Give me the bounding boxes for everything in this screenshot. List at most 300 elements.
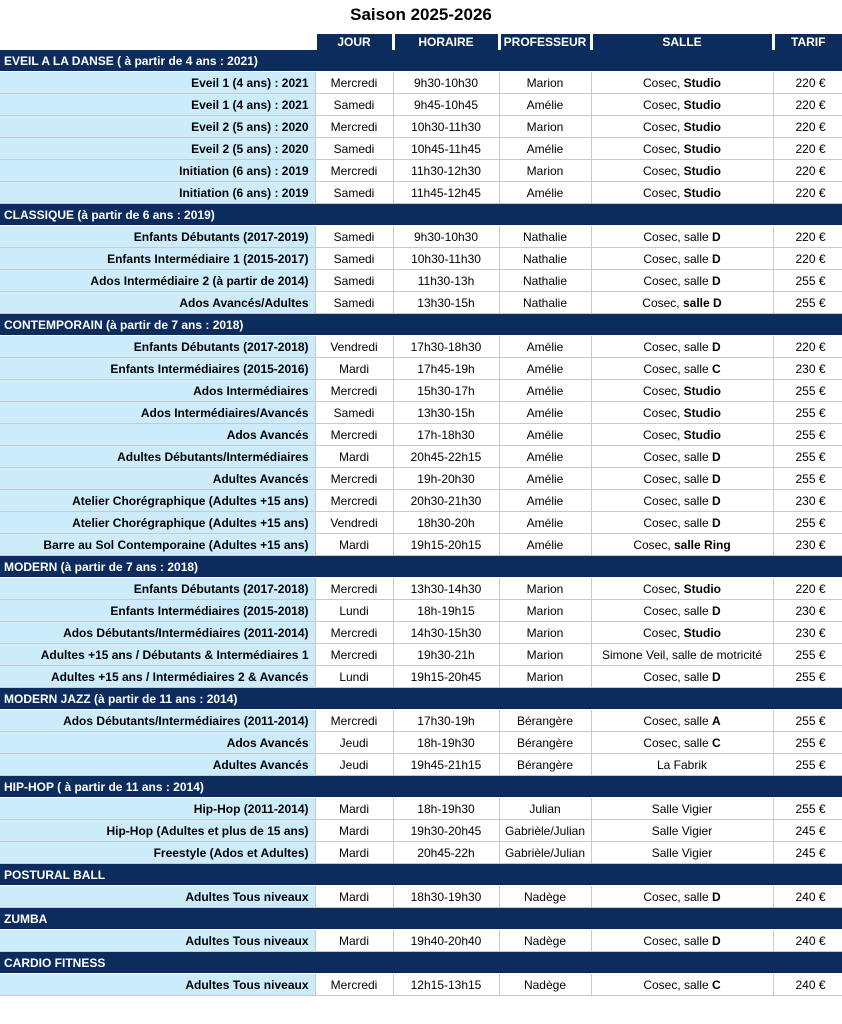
room-cell [591, 490, 773, 512]
course-name: Ados Avancés [0, 424, 315, 446]
teacher-cell: Gabrièle/Julian [499, 842, 591, 864]
price-cell: 255 € [773, 468, 842, 490]
course-name: Ados Avancés [0, 732, 315, 754]
table-row [0, 336, 842, 358]
room-cell [591, 820, 773, 842]
time-cell: 20h45-22h [393, 842, 499, 864]
price-cell: 255 € [773, 644, 842, 666]
section-title: HIP-HOP ( à partir de 11 ans : 2014) [0, 776, 842, 798]
price-cell: 255 € [773, 446, 842, 468]
room-cell [591, 248, 773, 270]
teacher-cell: Amélie [499, 358, 591, 380]
table-row [0, 512, 842, 534]
course-name: Enfants Débutants (2017-2019) [0, 226, 315, 248]
price-cell: 255 € [773, 424, 842, 446]
day-cell: Mardi [315, 842, 393, 864]
teacher-cell: Bérangère [499, 754, 591, 776]
section-title: MODERN JAZZ (à partir de 11 ans : 2014) [0, 688, 842, 710]
room-cell [591, 402, 773, 424]
room-prefix: Cosec, [642, 75, 684, 90]
table-row [0, 468, 842, 490]
room-prefix: Cosec, salle [643, 977, 713, 992]
room-cell [591, 644, 773, 666]
course-name: Enfants Intermédiaires (2015-2018) [0, 600, 315, 622]
teacher-cell: Marion [499, 644, 591, 666]
price-cell: 220 € [773, 182, 842, 204]
price-cell: 230 € [773, 358, 842, 380]
header-horaire: HORAIRE [393, 34, 499, 50]
header-professeur: PROFESSEUR [499, 34, 591, 50]
room-highlight: Studio [683, 383, 721, 398]
room-prefix: Salle Vigier [651, 801, 713, 816]
room-cell [591, 974, 773, 996]
header-salle: SALLE [591, 34, 773, 50]
time-cell: 11h30-12h30 [393, 160, 499, 182]
section-row [0, 314, 842, 336]
course-name: Adultes Tous niveaux [0, 886, 315, 908]
teacher-cell: Amélie [499, 490, 591, 512]
teacher-cell: Amélie [499, 534, 591, 556]
course-name: Adultes Débutants/Intermédiaires [0, 446, 315, 468]
schedule-table [0, 34, 842, 996]
price-cell: 220 € [773, 248, 842, 270]
room-prefix: Cosec, [642, 625, 684, 640]
course-name: Ados Intermédiaire 2 (à partir de 2014) [0, 270, 315, 292]
table-row [0, 380, 842, 402]
time-cell: 11h30-13h [393, 270, 499, 292]
table-row [0, 182, 842, 204]
room-prefix: Cosec, [642, 119, 684, 134]
teacher-cell: Bérangère [499, 710, 591, 732]
day-cell: Samedi [315, 226, 393, 248]
price-cell: 220 € [773, 226, 842, 248]
teacher-cell: Marion [499, 72, 591, 94]
teacher-cell: Amélie [499, 468, 591, 490]
room-cell [591, 798, 773, 820]
room-prefix: Cosec, salle [643, 251, 713, 266]
room-cell [591, 600, 773, 622]
room-prefix: Cosec, [642, 427, 684, 442]
room-cell [591, 424, 773, 446]
table-row [0, 600, 842, 622]
room-cell [591, 270, 773, 292]
room-prefix: Cosec, salle [643, 933, 713, 948]
teacher-cell: Amélie [499, 512, 591, 534]
day-cell: Mercredi [315, 622, 393, 644]
room-highlight: Studio [683, 163, 721, 178]
time-cell: 17h-18h30 [393, 424, 499, 446]
room-cell [591, 446, 773, 468]
day-cell: Vendredi [315, 336, 393, 358]
day-cell: Mardi [315, 820, 393, 842]
table-row [0, 138, 842, 160]
teacher-cell: Nadège [499, 974, 591, 996]
price-cell: 240 € [773, 886, 842, 908]
section-row [0, 688, 842, 710]
room-cell [591, 226, 773, 248]
course-name: Initiation (6 ans) : 2019 [0, 160, 315, 182]
course-name: Ados Intermédiaires/Avancés [0, 402, 315, 424]
price-cell: 230 € [773, 622, 842, 644]
room-cell [591, 622, 773, 644]
table-row [0, 578, 842, 600]
course-name: Freestyle (Ados et Adultes) [0, 842, 315, 864]
price-cell: 240 € [773, 974, 842, 996]
teacher-cell: Amélie [499, 424, 591, 446]
course-name: Adultes Tous niveaux [0, 930, 315, 952]
course-name: Ados Débutants/Intermédiaires (2011-2014) [0, 622, 315, 644]
room-prefix: Cosec, salle [643, 515, 713, 530]
time-cell: 19h15-20h45 [393, 666, 499, 688]
room-highlight: D [712, 603, 721, 618]
course-name: Eveil 2 (5 ans) : 2020 [0, 116, 315, 138]
table-row [0, 974, 842, 996]
teacher-cell: Amélie [499, 402, 591, 424]
table-row [0, 72, 842, 94]
room-prefix: Salle Vigier [651, 823, 713, 838]
room-prefix: Simone Veil, salle de motricité [601, 647, 763, 662]
header-row [0, 34, 842, 50]
room-highlight: A [712, 713, 721, 728]
day-cell: Mercredi [315, 72, 393, 94]
course-name: Enfants Intermédiaires (2015-2016) [0, 358, 315, 380]
day-cell: Samedi [315, 270, 393, 292]
price-cell: 230 € [773, 490, 842, 512]
room-cell [591, 380, 773, 402]
teacher-cell: Marion [499, 116, 591, 138]
room-cell [591, 292, 773, 314]
teacher-cell: Nathalie [499, 292, 591, 314]
room-cell [591, 72, 773, 94]
table-row [0, 820, 842, 842]
teacher-cell: Amélie [499, 336, 591, 358]
course-name: Enfants Intermédiaire 1 (2015-2017) [0, 248, 315, 270]
teacher-cell: Nathalie [499, 270, 591, 292]
teacher-cell: Marion [499, 666, 591, 688]
section-title: MODERN (à partir de 7 ans : 2018) [0, 556, 842, 578]
price-cell: 255 € [773, 270, 842, 292]
room-highlight: C [712, 735, 721, 750]
day-cell: Mercredi [315, 160, 393, 182]
day-cell: Mardi [315, 534, 393, 556]
course-name: Hip-Hop (2011-2014) [0, 798, 315, 820]
table-row [0, 94, 842, 116]
room-highlight: D [712, 339, 721, 354]
price-cell: 255 € [773, 402, 842, 424]
time-cell: 13h30-15h [393, 402, 499, 424]
time-cell: 19h45-21h15 [393, 754, 499, 776]
table-row [0, 358, 842, 380]
day-cell: Mercredi [315, 424, 393, 446]
section-row [0, 776, 842, 798]
schedule-body [0, 50, 842, 996]
table-row [0, 710, 842, 732]
time-cell: 9h30-10h30 [393, 226, 499, 248]
teacher-cell: Marion [499, 160, 591, 182]
course-name: Hip-Hop (Adultes et plus de 15 ans) [0, 820, 315, 842]
room-highlight: D [712, 273, 721, 288]
room-highlight: Studio [683, 625, 721, 640]
course-name: Barre au Sol Contemporaine (Adultes +15 ans) [0, 534, 315, 556]
room-prefix: Cosec, [642, 383, 684, 398]
price-cell: 255 € [773, 380, 842, 402]
price-cell: 255 € [773, 512, 842, 534]
room-prefix: Cosec, [642, 185, 684, 200]
room-cell [591, 182, 773, 204]
room-prefix: Cosec, salle [643, 229, 713, 244]
table-row [0, 116, 842, 138]
table-row [0, 622, 842, 644]
room-cell [591, 534, 773, 556]
day-cell: Samedi [315, 292, 393, 314]
room-cell [591, 666, 773, 688]
teacher-cell: Amélie [499, 446, 591, 468]
room-highlight: D [712, 515, 721, 530]
room-highlight: D [712, 471, 721, 486]
day-cell: Mardi [315, 930, 393, 952]
price-cell: 220 € [773, 94, 842, 116]
time-cell: 9h30-10h30 [393, 72, 499, 94]
time-cell: 13h30-15h [393, 292, 499, 314]
table-row [0, 402, 842, 424]
course-name: Eveil 1 (4 ans) : 2021 [0, 72, 315, 94]
price-cell: 220 € [773, 116, 842, 138]
day-cell: Jeudi [315, 732, 393, 754]
room-highlight: D [712, 669, 721, 684]
day-cell: Mercredi [315, 468, 393, 490]
price-cell: 220 € [773, 138, 842, 160]
room-cell [591, 732, 773, 754]
section-row [0, 864, 842, 886]
time-cell: 10h45-11h45 [393, 138, 499, 160]
section-title: ZUMBA [0, 908, 842, 930]
room-highlight: C [712, 361, 721, 376]
room-highlight: Studio [683, 581, 721, 596]
time-cell: 14h30-15h30 [393, 622, 499, 644]
day-cell: Mercredi [315, 380, 393, 402]
price-cell: 220 € [773, 336, 842, 358]
page-title: Saison 2025-2026 [350, 5, 492, 24]
day-cell: Mercredi [315, 490, 393, 512]
table-row [0, 424, 842, 446]
room-prefix: Salle Vigier [651, 845, 713, 860]
teacher-cell: Amélie [499, 182, 591, 204]
header-jour: JOUR [315, 34, 393, 50]
room-prefix: Cosec, [642, 581, 684, 596]
teacher-cell: Marion [499, 600, 591, 622]
time-cell: 18h30-19h30 [393, 886, 499, 908]
teacher-cell: Nathalie [499, 226, 591, 248]
teacher-cell: Amélie [499, 380, 591, 402]
day-cell: Samedi [315, 248, 393, 270]
day-cell: Samedi [315, 182, 393, 204]
room-cell [591, 94, 773, 116]
teacher-cell: Marion [499, 578, 591, 600]
room-highlight: Studio [683, 119, 721, 134]
time-cell: 17h30-18h30 [393, 336, 499, 358]
teacher-cell: Amélie [499, 138, 591, 160]
room-highlight: D [712, 493, 721, 508]
room-highlight: D [712, 889, 721, 904]
room-cell [591, 468, 773, 490]
section-row [0, 952, 842, 974]
room-prefix: Cosec, [642, 295, 683, 310]
time-cell: 9h45-10h45 [393, 94, 499, 116]
course-name: Adultes Tous niveaux [0, 974, 315, 996]
course-name: Eveil 2 (5 ans) : 2020 [0, 138, 315, 160]
price-cell: 255 € [773, 732, 842, 754]
table-row [0, 292, 842, 314]
room-prefix: Cosec, salle [643, 339, 713, 354]
room-highlight: D [712, 251, 721, 266]
room-cell [591, 512, 773, 534]
table-row [0, 732, 842, 754]
room-highlight: Studio [683, 141, 721, 156]
section-row [0, 204, 842, 226]
room-prefix: La Fabrik [656, 757, 708, 772]
course-name: Enfants Débutants (2017-2018) [0, 336, 315, 358]
room-highlight: Studio [683, 75, 721, 90]
room-prefix: Cosec, salle [643, 471, 713, 486]
table-row [0, 798, 842, 820]
course-name: Adultes Avancés [0, 468, 315, 490]
table-row [0, 490, 842, 512]
day-cell: Mercredi [315, 974, 393, 996]
room-highlight: salle Ring [674, 537, 731, 552]
time-cell: 18h-19h30 [393, 732, 499, 754]
time-cell: 19h-20h30 [393, 468, 499, 490]
price-cell: 230 € [773, 600, 842, 622]
table-row [0, 886, 842, 908]
course-name: Initiation (6 ans) : 2019 [0, 182, 315, 204]
room-cell [591, 710, 773, 732]
room-highlight: Studio [683, 405, 721, 420]
day-cell: Mardi [315, 798, 393, 820]
table-row [0, 754, 842, 776]
teacher-cell: Marion [499, 622, 591, 644]
room-cell [591, 754, 773, 776]
price-cell: 255 € [773, 754, 842, 776]
day-cell: Lundi [315, 600, 393, 622]
room-highlight: D [712, 229, 721, 244]
room-cell [591, 930, 773, 952]
time-cell: 10h30-11h30 [393, 116, 499, 138]
time-cell: 19h30-20h45 [393, 820, 499, 842]
room-prefix: Cosec, salle [643, 669, 713, 684]
room-cell [591, 358, 773, 380]
price-cell: 220 € [773, 72, 842, 94]
table-row [0, 160, 842, 182]
teacher-cell: Nathalie [499, 248, 591, 270]
header-tarif: TARIF [773, 34, 842, 50]
time-cell: 19h30-21h [393, 644, 499, 666]
room-prefix: Cosec, [642, 163, 684, 178]
day-cell: Samedi [315, 402, 393, 424]
time-cell: 18h-19h30 [393, 798, 499, 820]
time-cell: 19h40-20h40 [393, 930, 499, 952]
price-cell: 245 € [773, 842, 842, 864]
time-cell: 13h30-14h30 [393, 578, 499, 600]
room-highlight: C [712, 977, 721, 992]
table-row [0, 446, 842, 468]
course-name: Ados Avancés/Adultes [0, 292, 315, 314]
course-name: Ados Intermédiaires [0, 380, 315, 402]
room-cell [591, 886, 773, 908]
room-highlight: Studio [683, 185, 721, 200]
price-cell: 245 € [773, 820, 842, 842]
price-cell: 230 € [773, 534, 842, 556]
room-cell [591, 116, 773, 138]
room-highlight: D [712, 449, 721, 464]
day-cell: Lundi [315, 666, 393, 688]
room-highlight: D [712, 933, 721, 948]
day-cell: Mercredi [315, 710, 393, 732]
room-highlight: Studio [683, 427, 721, 442]
time-cell: 15h30-17h [393, 380, 499, 402]
table-row [0, 930, 842, 952]
course-name: Ados Débutants/Intermédiaires (2011-2014) [0, 710, 315, 732]
table-row [0, 644, 842, 666]
course-name: Adultes +15 ans / Intermédiaires 2 & Avancés [0, 666, 315, 688]
day-cell: Mercredi [315, 116, 393, 138]
section-row [0, 50, 842, 72]
time-cell: 20h45-22h15 [393, 446, 499, 468]
room-prefix: Cosec, [642, 405, 684, 420]
day-cell: Jeudi [315, 754, 393, 776]
room-prefix: Cosec, salle [643, 361, 713, 376]
section-title: EVEIL A LA DANSE ( à partir de 4 ans : 2021) [0, 50, 842, 72]
room-cell [591, 578, 773, 600]
room-prefix: Cosec, [642, 97, 684, 112]
table-row [0, 226, 842, 248]
section-title: CARDIO FITNESS [0, 952, 842, 974]
day-cell: Mardi [315, 886, 393, 908]
room-prefix: Cosec, salle [643, 603, 713, 618]
day-cell: Mardi [315, 358, 393, 380]
price-cell: 255 € [773, 292, 842, 314]
price-cell: 255 € [773, 666, 842, 688]
room-prefix: Cosec, salle [643, 735, 713, 750]
section-row [0, 908, 842, 930]
teacher-cell: Amélie [499, 94, 591, 116]
room-cell [591, 336, 773, 358]
time-cell: 18h30-20h [393, 512, 499, 534]
room-prefix: Cosec, salle [643, 449, 713, 464]
price-cell: 255 € [773, 798, 842, 820]
table-row [0, 270, 842, 292]
course-name: Atelier Chorégraphique (Adultes +15 ans) [0, 512, 315, 534]
room-cell [591, 160, 773, 182]
teacher-cell: Nadège [499, 930, 591, 952]
section-row [0, 556, 842, 578]
table-row [0, 666, 842, 688]
room-cell [591, 138, 773, 160]
price-cell: 255 € [773, 710, 842, 732]
day-cell: Mercredi [315, 578, 393, 600]
price-cell: 240 € [773, 930, 842, 952]
table-row [0, 534, 842, 556]
time-cell: 20h30-21h30 [393, 490, 499, 512]
course-name: Adultes Avancés [0, 754, 315, 776]
time-cell: 19h15-20h15 [393, 534, 499, 556]
room-prefix: Cosec, salle [643, 273, 713, 288]
teacher-cell: Bérangère [499, 732, 591, 754]
room-prefix: Cosec, salle [643, 713, 713, 728]
day-cell: Samedi [315, 94, 393, 116]
section-title: POSTURAL BALL [0, 864, 842, 886]
price-cell: 220 € [773, 160, 842, 182]
time-cell: 10h30-11h30 [393, 248, 499, 270]
